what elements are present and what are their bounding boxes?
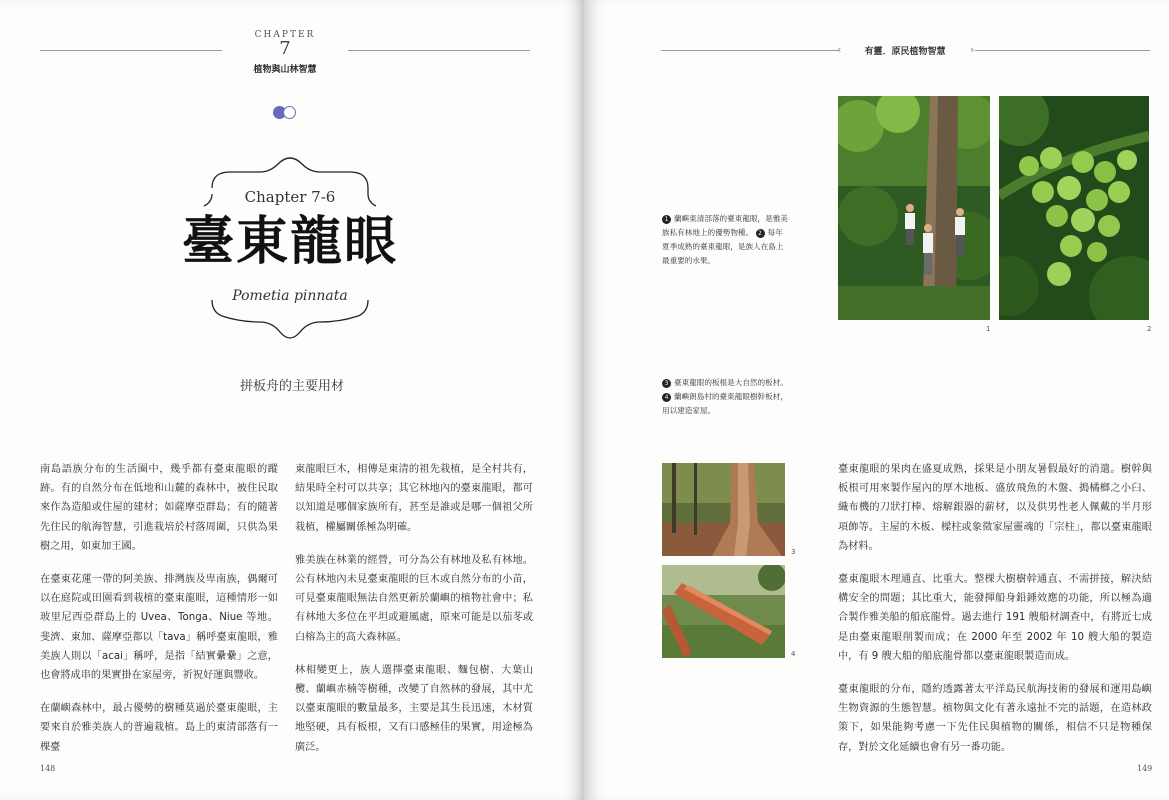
caption-1-2 [662,212,788,268]
body-column-1 [40,460,278,771]
photo-buttress-roots [662,463,785,556]
caption-3-4 [662,376,794,418]
subtitle: 拼板舟的主要用材 [239,379,344,394]
caption-number-4: 4 [662,393,671,402]
photo-label-4: 4 [791,650,796,658]
header-rule-right [975,50,1150,51]
caption-number-2: 2 [756,229,765,238]
photo-label-3: 3 [791,548,796,556]
paragraph: 南島語族分布的生活圈中，幾乎都有臺東龍眼的蹤跡。有的自然分布在低地和山麓的森林中，被住民取來作為造船或住屋的建材；如薩摩亞群島；有的隨著先住民的航海智慧，引進栽培於村落周圍，只供為果樹之用，如東加王國。 [40,464,278,552]
photo-timber-planks [662,565,785,658]
paragraph: 臺東龍眼木理通直、比重大。整棵大樹樹幹通直、不需拼接，解決結構安全的問題；其比重大，能發揮船身鉛錘效應的功能，所以極為適合製作雅美船的船底龍骨。過去進行 191 艘船材調查中，有將近七成是由臺東龍眼削製而成；在 2000 年至 2002 年 10 艘大船的製造中，有 9 艘大船的船底龍骨都以臺東龍眼製造而成。 [838,574,1152,662]
bracket-right-icon: › [970,43,975,56]
paragraph: 雅美族在林業的經營，可分為公有林地及私有林地。公有林地內未見臺東龍眼的巨木或自然分布的小苗，可見臺東龍眼無法自然更新於蘭嶼的植物社會中；私有林地大多位在平坦或避風處，原來可能是以茄苳或白榕為主的高大森林區。 [295,554,533,643]
body-column-2 [295,460,533,771]
paragraph: 林相變更上，族人選擇臺東龍眼、麵包樹、大葉山欖、蘭嶼赤楠等樹種，改變了自然林的發展，其中尤以臺東龍眼的數量最多，主要是其生長迅速，木材質地堅硬，具有板根，又有口感極佳的果實，用途極為廣泛。 [295,664,533,753]
latin-name: Pometia pinnata [232,288,348,304]
chapter-title: 植物與山林智慧 [253,65,317,75]
running-head: 有靈．原民植物智慧 [864,47,946,57]
page-number-left: 148 [40,764,56,773]
page-title: 臺東龍眼 [181,211,398,272]
page-number-right: 149 [1137,764,1153,773]
paragraph: 在臺東花蓮一帶的阿美族、排灣族及卑南族，偶爾可以在庭院或田園看到栽植的臺東龍眼，這種情形一如玻里尼西亞群島上的 Uvea、Tonga、Niue 等地。斐濟、東加、薩摩亞都以「tava」稱呼臺東龍眼，雅美族人則以「acai」稱呼，是指「結實纍纍」之意，也會將成串的果實掛在家屋旁，祈祝好運與豐收。 [40,574,278,682]
right-page [585,0,1169,800]
photo-forest-people [838,96,990,320]
photo-label-2: 2 [1147,325,1152,333]
bracket-left-icon: ‹ [837,43,842,56]
caption-number-1: 1 [662,215,671,224]
section-dots-icon [273,106,297,120]
paragraph: 臺東龍眼的果肉在盛夏成熟，採果是小朋友暑假最好的消遣。樹幹與板根可用來製作屋內的厚木地板、盛放飛魚的木盤、搗橘榔之小臼、織布機的刀狀打棒、熔解銀器的薪材，以及供男性老人佩戴的半月形項飾等。主屋的木板、樑柱或象徵家屋靈魂的「宗柱」，都以臺東龍眼為材料。 [838,464,1152,552]
caption-text-2: 每年夏季成熟的臺東龍眼，是族人在島上最重要的水果。 [662,228,784,265]
header-rule-right [348,50,530,51]
caption-text-1: 蘭嶼東清部落的臺東龍眼，是雅美族私有林地上的優勢物種。 [662,214,788,237]
caption-number-3: 3 [662,379,671,388]
caption-text-4: 蘭嶼朗島村的臺東龍眼樹幹板材，用以建造家屋。 [662,392,788,415]
body-column-right [838,460,1152,771]
chapter-word: CHAPTER [254,30,316,40]
chapter-header [232,30,338,75]
photo-label-1: 1 [986,325,991,333]
photo-green-fruits [999,96,1149,320]
title-badge [160,150,420,350]
paragraph: 東龍眼巨木，相傳是東清的祖先栽植，是全村共有，結果時全村可以共享；其它林地內的臺東龍眼，都可以知道是哪個家族所有，甚至是誰或是哪一個祖父所栽植，權屬關係極為明確。 [295,464,533,533]
chapter-number: 7 [279,38,291,59]
paragraph: 在蘭嶼森林中，最占優勢的樹種莫過於臺東龍眼，主要來自於雅美族人的普遍栽植。島上的東清部落有一棵臺 [40,703,278,753]
header-rule-left [661,50,839,51]
header-rule-left [40,50,222,51]
section-label: Chapter 7-6 [244,188,336,206]
paragraph: 臺東龍眼的分布，隱約透露著太平洋島民航海技術的發展和運用島嶼生物資源的生態智慧。植物與文化有著永遠扯不完的話題，在造林政策下，如果能夠考慮一下先住民與植物的關係，相信不只是物種保存，對於文化延續也會有另一番功能。 [838,684,1152,753]
caption-text-3: 臺東龍眼的板根是大自然的板材。 [674,378,788,387]
left-page [0,0,584,800]
